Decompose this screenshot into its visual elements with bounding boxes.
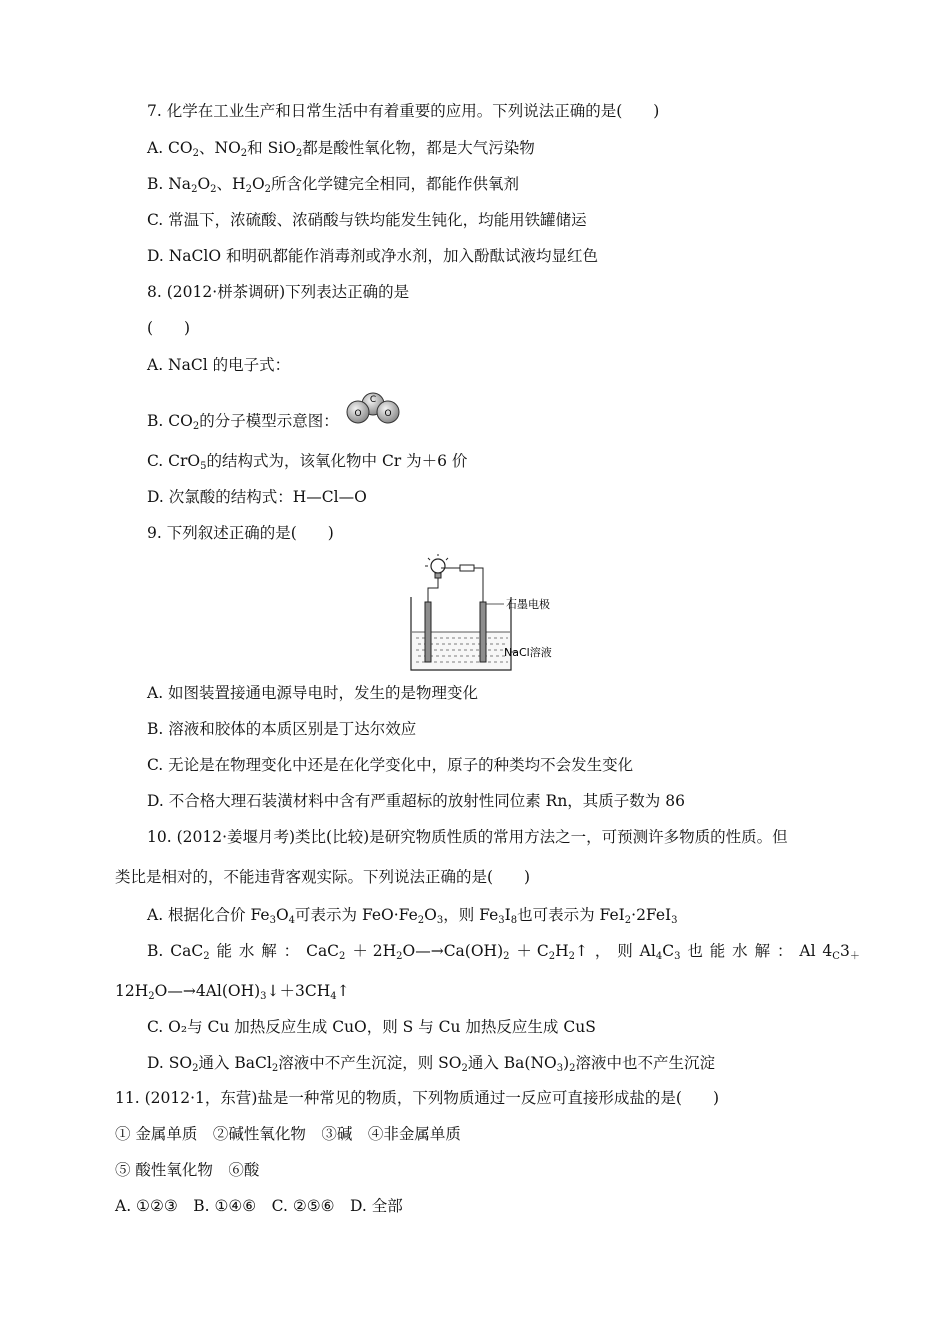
q8-stem: 8. (2012·栟茶调研)下列表达正确的是 (147, 283, 410, 301)
wire-left (428, 578, 438, 604)
co2-model-figure (343, 390, 403, 426)
q10-option-b-line1: B. CaC$_2$ 能 水 解 ： CaC$_2$ ＋ $2H_2O—\to Ca(OH)_2$ ＋ $C_2H_2↑$ ， 则 $Al_4C_3$ 也 能 水 解 ： Al $4_C3_+$ (147, 942, 860, 962)
q10-stem-line1: 10. (2012·姜堰月考)类比(比较)是研究物质性质的常用方法之一，可预测许多物质的性质。但 (147, 828, 788, 846)
graphite-electrode-left (425, 602, 431, 662)
q9-option-c: C. 无论是在物理变化中还是在化学变化中，原子的种类均不会发生变化 (147, 756, 634, 774)
oxygen-label-right: O (384, 409, 392, 419)
oxygen-label-left: O (354, 409, 362, 419)
q9-option-a: A. 如图装置接通电源导电时，发生的是物理变化 (147, 684, 479, 702)
q7-stem: 7. 化学在工业生产和日常生活中有着重要的应用。下列说法正确的是( ) (147, 102, 660, 120)
wire-right (474, 568, 483, 604)
q10-option-d: D. $SO_2$通入 BaCl$_2$溶液中不产生沉淀，则 $SO_2$通入 $Ba(NO_3)_2$溶液中也不产生沉淀 (147, 1054, 716, 1074)
q10-option-b-line2: $12H_2O—\to 4Al(OH)_3↓+3CH_4↑$ (115, 982, 350, 1002)
bulb-ray (428, 558, 430, 560)
light-bulb-icon (431, 559, 445, 573)
q9-option-b: B. 溶液和胶体的本质区别是丁达尔效应 (147, 720, 417, 738)
q11-options: A. ①②③ B. ①④⑥ C. ②⑤⑥ D. 全部 (115, 1197, 403, 1215)
q7-option-a: A. $CO_2$、$NO_2$和 SiO$_2$都是酸性氧化物，都是大气污染物 (147, 139, 535, 159)
carbon-label: C (369, 395, 377, 405)
q9-option-d: D. 不合格大理石装潢材料中含有严重超标的放射性同位素 Rn，其质子数为 86 (147, 792, 685, 810)
bulb-base (435, 573, 441, 578)
q7-option-c: C. 常温下，浓硫酸、浓硝酸与铁均能发生钝化，均能用铁罐储运 (147, 211, 587, 229)
q10-stem-line2: 类比是相对的，不能违背客观实际。下列说法正确的是( ) (115, 868, 531, 886)
q8-option-a: A. NaCl 的电子式： (147, 356, 291, 374)
q11-stem: 11. (2012·1，东营)盐是一种常见的物质，下列物质通过一反应可直接形成盐的是( ) (115, 1089, 720, 1107)
q7-option-b: B. $Na_2O_2$、$H_2O_2$所含化学键完全相同，都能作供氧剂 (147, 175, 520, 195)
q9-stem: 9. 下列叙述正确的是( ) (147, 524, 334, 542)
q7-option-d: D. NaClO 和明矾都能作消毒剂或净水剂，加入酚酞试液均显红色 (147, 247, 598, 265)
q10-option-a: A. 根据化合价 $Fe_3O_4$可表示为 $FeO\cdot Fe_2O_3$，则 $Fe_3I_8$也可表示为 FeI$_2$·2FeI$_3$ (147, 906, 678, 926)
q8-option-d: D. 次氯酸的结构式：H—Cl—O (147, 488, 367, 506)
graphite-electrode-right (480, 602, 486, 662)
q11-items-line1: ① 金属单质 ②碱性氧化物 ③碱 ④非金属单质 (115, 1125, 461, 1143)
q8-option-b: B. $CO_2$的分子模型示意图： (147, 412, 339, 432)
q8-answer-paren: ( ) (147, 319, 191, 337)
q8-option-c: C. CrO$_5$的结构式为，该氧化物中 Cr 为＋6 价 (147, 452, 468, 472)
q10-option-c: C. O₂与 Cu 加热反应生成 CuO，则 S 与 Cu 加热反应生成 CuS (147, 1018, 596, 1036)
bulb-ray (446, 558, 448, 560)
electrolysis-apparatus-figure (408, 552, 568, 674)
q11-items-line2: ⑤ 酸性氧化物 ⑥酸 (115, 1161, 260, 1179)
resistor-icon (460, 565, 474, 571)
electrode-label: 石墨电极 (506, 598, 550, 611)
solution-label: NaCl溶液 (504, 646, 552, 659)
